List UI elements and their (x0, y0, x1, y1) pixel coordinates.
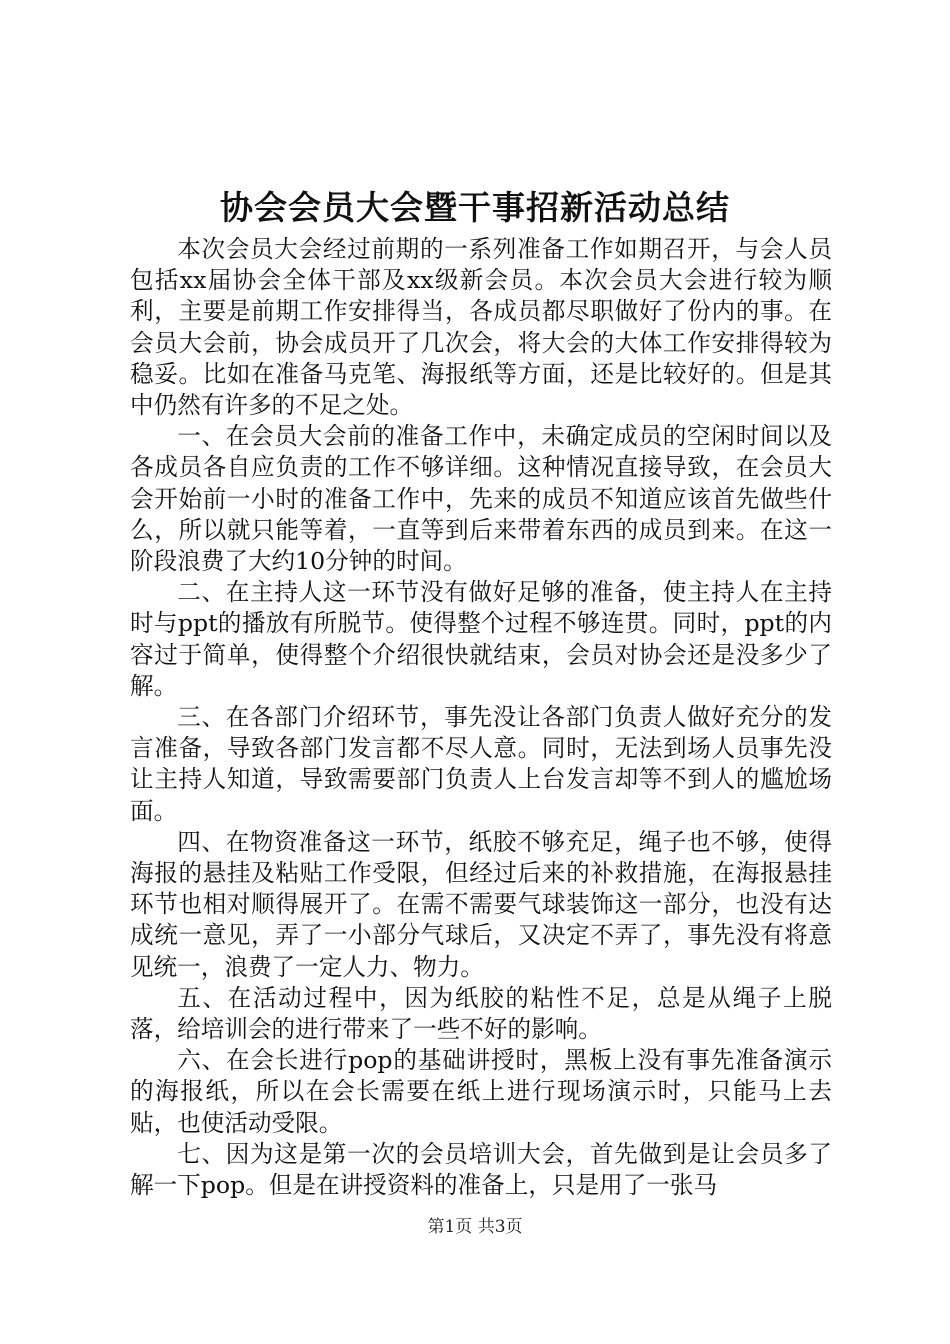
paragraph-point-5: 五、在活动过程中，因为纸胶的粘性不足，总是从绳子上脱落，给培训会的进行带来了一些不好的影响。 (130, 983, 832, 1044)
paragraph-point-1: 一、在会员大会前的准备工作中，未确定成员的空闲时间以及各成员各自应负责的工作不够详细。这种情况直接导致，在会员大会开始前一小时的准备工作中，先来的成员不知道应该首先做些什么，所以就只能等着，一直等到后来带着东西的成员到来。在这一阶段浪费了大约10分钟的时间。 (130, 422, 832, 576)
paragraph-point-4: 四、在物资准备这一环节，纸胶不够充足，绳子也不够，使得海报的悬挂及粘贴工作受限，但经过后来的补救措施，在海报悬挂环节也相对顺得展开了。在需不需要气球装饰这一部分，也没有达成统一意见，弄了一小部分气球后，又决定不弄了，事先没有将意见统一，浪费了一定人力、物力。 (130, 827, 832, 981)
page-footer: 第1页 共3页 (427, 1217, 523, 1237)
paragraph-intro: 本次会员大会经过前期的一系列准备工作如期召开，与会人员包括xx届协会全体干部及xx级新会员。本次会员大会进行较为顺利，主要是前期工作安排得当，各成员都尽职做好了份内的事。在会员大会前，协会成员开了几次会，将大会的大体工作安排得较为稳妥。比如在准备马克笔、海报纸等方面，还是比较好的。但是其中仍然有许多的不足之处。 (130, 235, 832, 420)
paragraph-point-6: 六、在会长进行pop的基础讲授时，黑板上没有事先准备演示的海报纸，所以在会长需要在纸上进行现场演示时，只能马上去贴，也使活动受限。 (130, 1046, 832, 1137)
paragraph-point-7: 七、因为这是第一次的会员培训大会，首先做到是让会员多了解一下pop。但是在讲授资料的准备上，只是用了一张马 (130, 1139, 832, 1200)
paragraph-point-2: 二、在主持人这一环节没有做好足够的准备，使主持人在主持时与ppt的播放有所脱节。使得整个过程不够连贯。同时，ppt的内容过于简单，使得整个介绍很快就结束，会员对协会还是没多少了解。 (130, 578, 832, 700)
paragraph-point-3: 三、在各部门介绍环节，事先没让各部门负责人做好充分的发言准备，导致各部门发言都不尽人意。同时，无法到场人员事先没让主持人知道，导致需要部门负责人上台发言却等不到人的尴尬场面。 (130, 703, 832, 825)
document-title: 协会会员大会暨干事招新活动总结 (220, 188, 730, 227)
document-body (130, 234, 832, 1201)
